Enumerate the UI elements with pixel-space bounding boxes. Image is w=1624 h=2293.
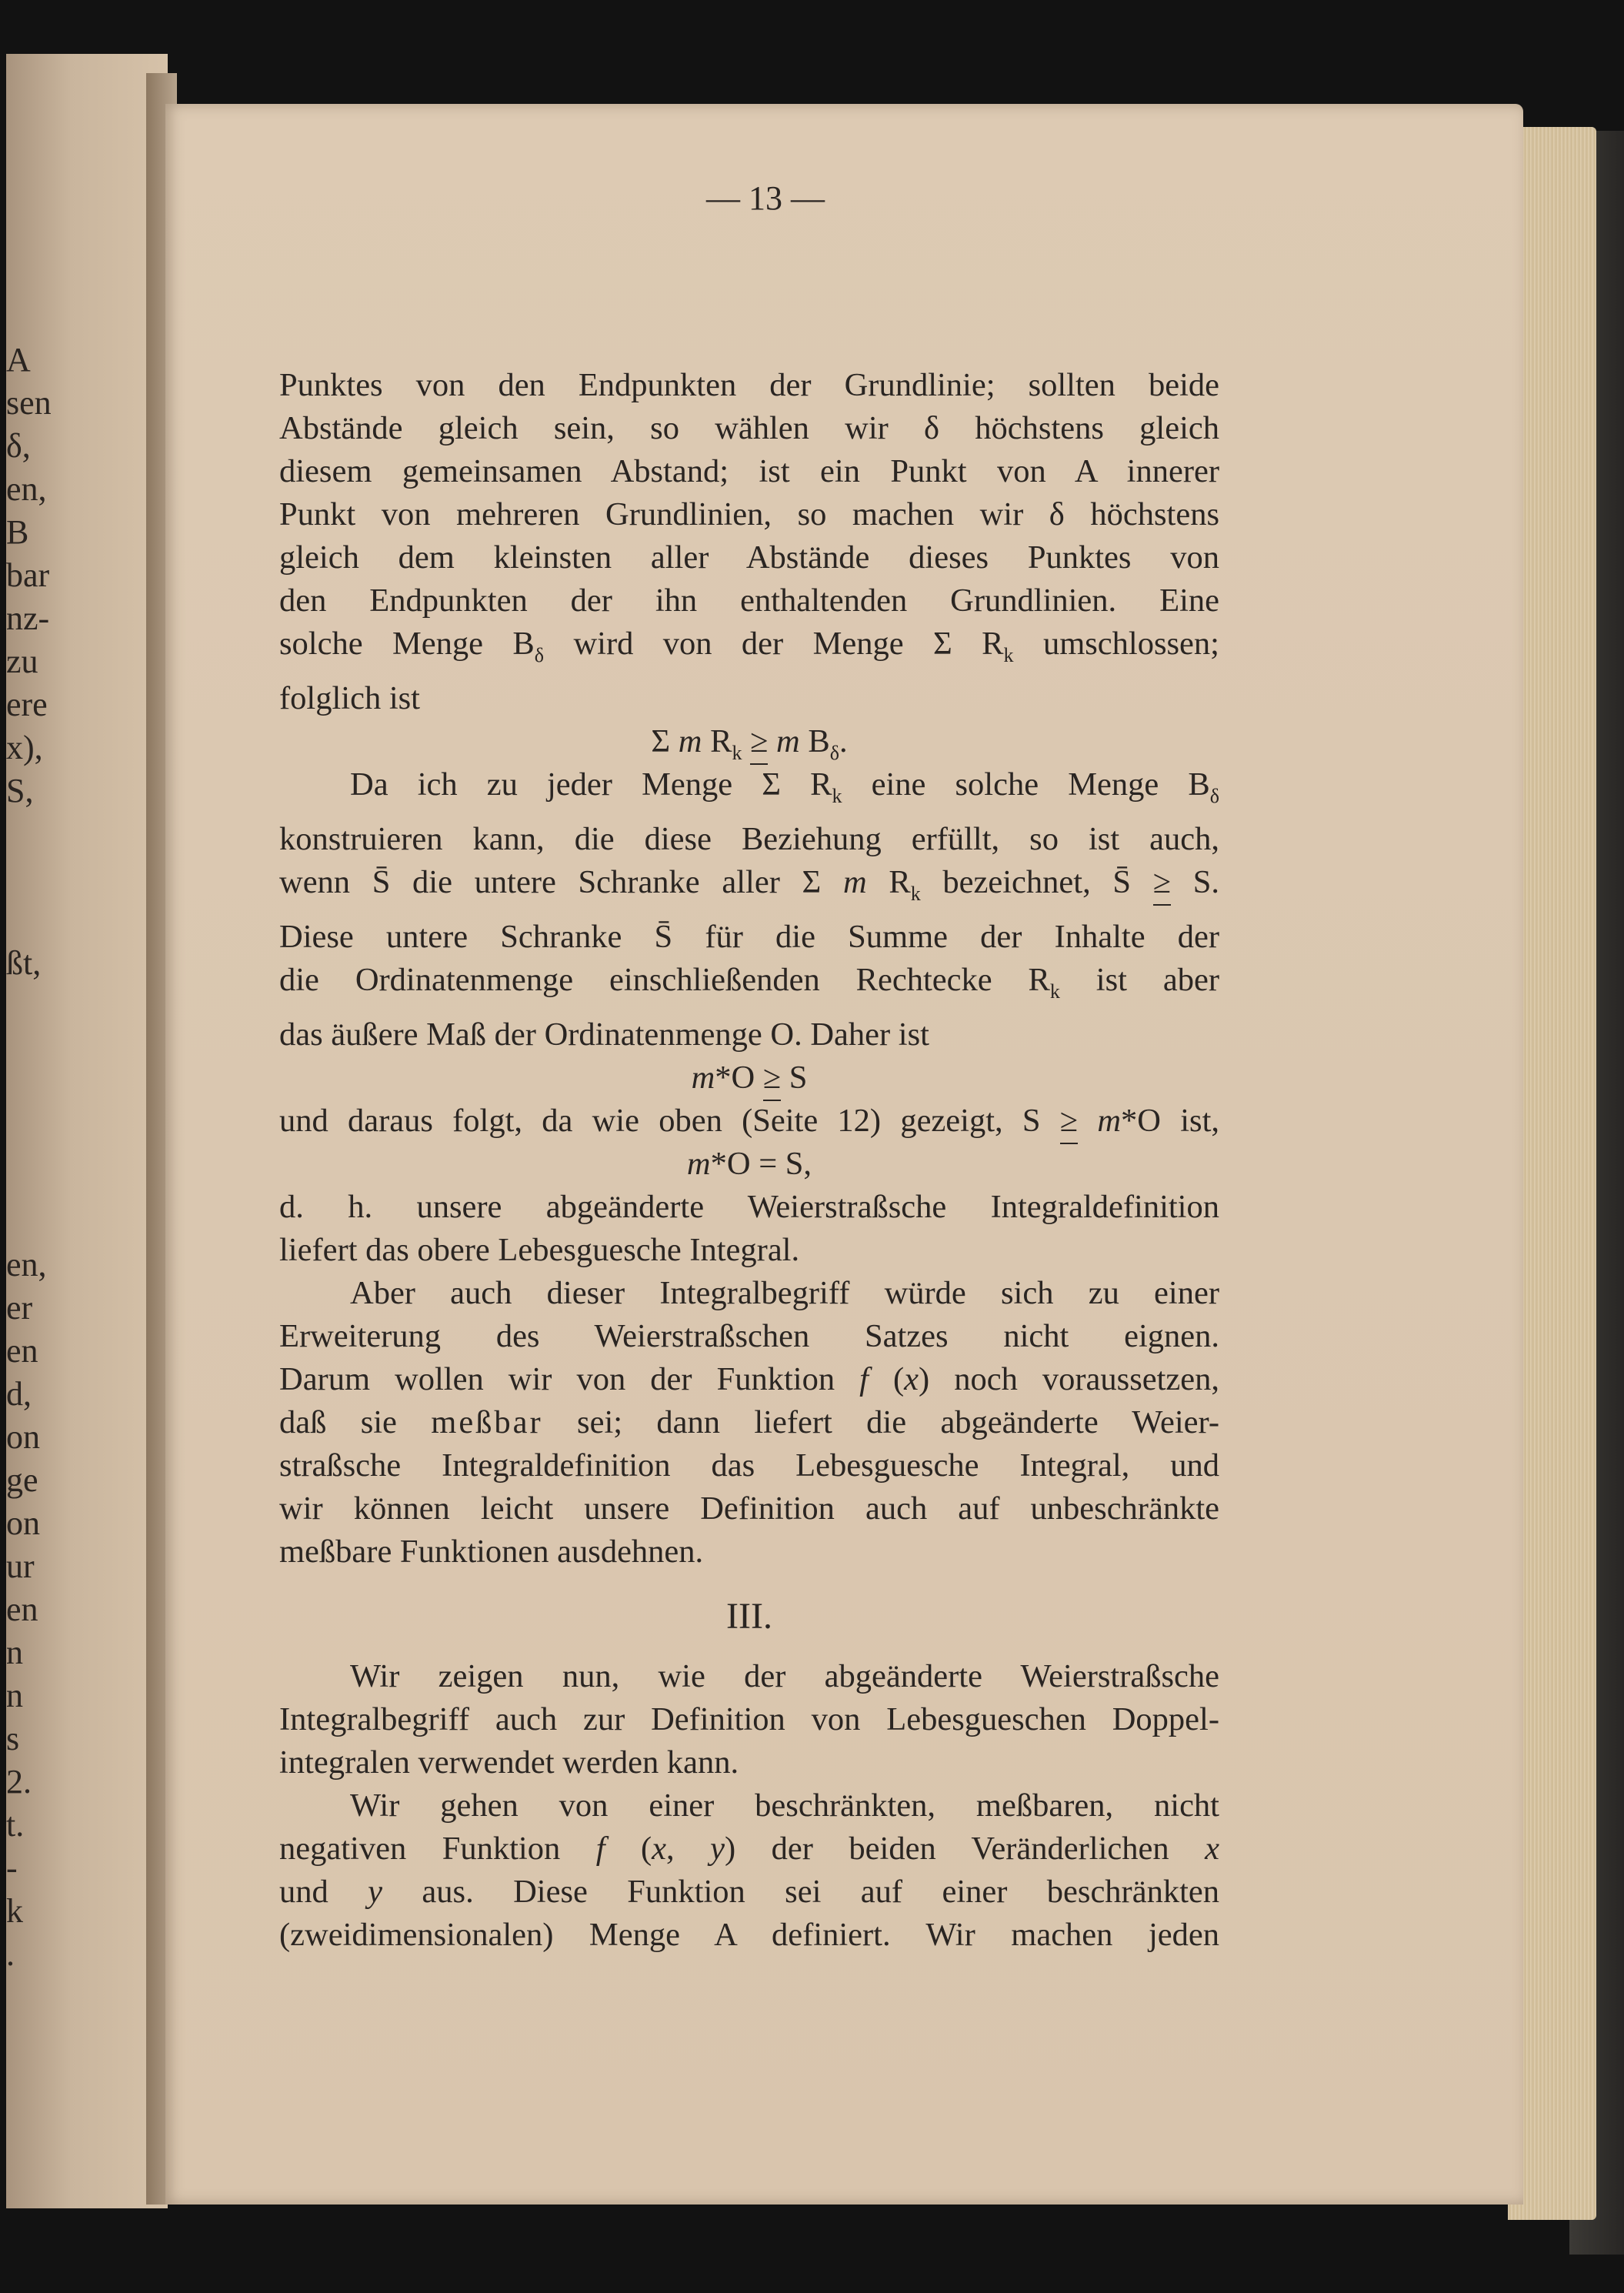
- left-page-fragment: -: [6, 1849, 18, 1887]
- left-page-fragment: [6, 1114, 75, 1157]
- formula-equality: [279, 1143, 1219, 1186]
- text-run: S: [781, 1060, 808, 1096]
- text-run: ,: [666, 1831, 711, 1867]
- left-page-fragment: 2.: [6, 1763, 32, 1801]
- text-line: gleich dem kleinsten aller Abstände dieses Punktes von: [279, 539, 1219, 576]
- text-run: und daraus folgt, da wie oben (Seite 12) gezeigt, S: [279, 1103, 1060, 1139]
- text-run: f: [595, 1831, 605, 1867]
- left-page-fragment: er: [6, 1289, 33, 1327]
- text-run: sei; dann liefert die abgeänderte Weier-: [542, 1404, 1219, 1440]
- left-page-fragment: zu: [6, 643, 38, 680]
- text-run: Da ich zu jeder Menge Σ R: [350, 766, 832, 803]
- left-page-fragment: [6, 1200, 75, 1243]
- text-line: [279, 1100, 1219, 1143]
- text-run: *O = S,: [710, 1146, 812, 1182]
- text-run: und: [279, 1874, 368, 1910]
- text-line: Diese untere Schranke S̄ für die Summe der Inhalte der: [279, 919, 1219, 955]
- geq-symbol: ≥: [750, 720, 768, 763]
- text-run: f: [859, 1361, 869, 1397]
- text-run: wenn S̄ die untere Schranke aller Σ: [279, 864, 843, 900]
- text-run: ) der beiden Veränderlichen: [725, 1831, 1205, 1867]
- left-page-fragment: [6, 899, 75, 942]
- text-line: Punkt von mehreren Grundlinien, so machen wir δ höchstens: [279, 496, 1219, 532]
- text-line: straßsche Integraldefinition das Lebesguesche Integral, und: [279, 1447, 1219, 1484]
- text-line: d. h. unsere abgeänderte Weierstraßsche Integraldefinition: [279, 1189, 1219, 1225]
- text-run: (: [868, 1361, 905, 1397]
- text-line: Punktes von den Endpunkten der Grundlinie; sollten beide: [279, 367, 1219, 403]
- text-line: den Endpunkten der ihn enthaltenden Grundlinien. Eine: [279, 582, 1219, 619]
- text-run: Darum wollen wir von der Funktion: [279, 1361, 860, 1397]
- text-run: x: [652, 1831, 667, 1867]
- left-page-fragment: x),: [6, 729, 43, 766]
- left-page-fragment: ur: [6, 1547, 35, 1585]
- text-line: diesem gemeinsamen Abstand; ist ein Punkt von A innerer: [279, 453, 1219, 489]
- left-page-fragment: s: [6, 1720, 20, 1757]
- left-page-fragment: d,: [6, 1375, 32, 1413]
- text-run: m: [678, 723, 702, 759]
- text-run: .: [839, 723, 848, 759]
- text-run: R: [702, 723, 732, 759]
- subscript: k: [832, 785, 842, 807]
- subscript: δ: [1209, 785, 1219, 807]
- subscript: k: [732, 742, 742, 764]
- text-line: [279, 1827, 1219, 1871]
- text-run: m: [691, 1060, 715, 1096]
- left-page-fragment: A: [6, 341, 31, 379]
- text-run: ist aber: [1059, 962, 1219, 998]
- geq-symbol: ≥: [763, 1056, 781, 1100]
- section-heading: III.: [726, 1596, 772, 1637]
- geq-symbol: ≥: [1060, 1100, 1078, 1143]
- page-body: [279, 364, 1219, 1957]
- text-line: konstruieren kann, die diese Beziehung erfüllt, so ist auch,: [279, 821, 1219, 857]
- left-page-fragment: S,: [6, 772, 34, 809]
- left-page-fragment: en: [6, 1590, 38, 1628]
- subscript: δ: [534, 644, 545, 666]
- text-run: [1078, 1103, 1097, 1139]
- page-number: — 13 —: [706, 179, 825, 217]
- subscript: k: [1003, 644, 1014, 666]
- left-page-text-fragments: [6, 339, 75, 2031]
- left-page-fragment: [6, 813, 75, 856]
- text-run: *O ist,: [1121, 1103, 1220, 1139]
- left-page-fragment: on: [6, 1418, 40, 1456]
- left-page-fragment: δ,: [6, 427, 31, 465]
- text-line: [279, 1358, 1219, 1401]
- text-run: wird von der Menge Σ R: [544, 626, 1004, 662]
- left-page-fragment: B: [6, 513, 29, 551]
- text-run: ) noch voraussetzen,: [919, 1361, 1220, 1397]
- text-run: bezeichnet, S̄: [920, 864, 1153, 900]
- subscript: δ: [829, 742, 839, 764]
- text-run: R: [866, 864, 911, 900]
- left-page-fragment: [6, 856, 75, 899]
- left-page-fragment: [6, 985, 75, 1028]
- left-page-fragment: bar: [6, 556, 50, 594]
- text-run: m: [842, 864, 867, 900]
- text-line: folglich ist: [279, 680, 420, 716]
- text-line: meßbare Funktionen ausdehnen.: [279, 1534, 704, 1570]
- left-page-fragment: n: [6, 1677, 23, 1714]
- left-page-fragment: [6, 1071, 75, 1114]
- left-page-fragment: k: [6, 1892, 23, 1930]
- left-page-fragment: [6, 1157, 75, 1200]
- text-run: Σ: [651, 723, 679, 759]
- text-line: Aber auch dieser Integralbegriff würde sich zu einer: [350, 1275, 1219, 1311]
- text-line: integralen verwendet werden kann.: [279, 1744, 739, 1781]
- text-line: Integralbegriff auch zur Definition von Lebesgueschen Doppel-: [279, 1701, 1219, 1737]
- text-run: (: [605, 1831, 652, 1867]
- text-run: m: [1097, 1103, 1122, 1139]
- text-run: umschlossen;: [1013, 626, 1219, 662]
- left-page-fragment: en,: [6, 470, 47, 508]
- text-run: negativen Funktion: [279, 1831, 596, 1867]
- geq-symbol: ≥: [1153, 861, 1171, 904]
- text-run: m: [686, 1146, 711, 1182]
- text-line: [279, 1401, 1219, 1444]
- text-run: m: [776, 723, 800, 759]
- text-run: y: [710, 1831, 725, 1867]
- subscript: k: [910, 883, 921, 905]
- text-run: S.: [1171, 864, 1219, 900]
- left-page-fragment: on: [6, 1504, 40, 1542]
- left-page-fragment: .: [6, 1935, 15, 1973]
- text-line: [279, 763, 1219, 818]
- text-run: x: [1205, 1831, 1219, 1867]
- text-line: [279, 622, 1219, 677]
- left-page-fragment: ßt,: [6, 944, 42, 982]
- text-line: (zweidimensionalen) Menge A definiert. Wir machen jeden: [279, 1917, 1219, 1953]
- formula-inequality: [279, 720, 1219, 763]
- text-line: wir können leicht unsere Definition auch auf unbeschränkte: [279, 1490, 1219, 1527]
- left-page-fragment: sen: [6, 384, 52, 422]
- text-run: y: [368, 1874, 383, 1910]
- text-run: *O: [715, 1060, 763, 1096]
- left-page-fragment: nz-: [6, 599, 50, 637]
- left-page-fragment: en: [6, 1332, 38, 1370]
- text-line: [279, 1871, 1219, 1914]
- left-page-fragment: ge: [6, 1461, 38, 1499]
- text-line: Abstände gleich sein, so wählen wir δ höchstens gleich: [279, 410, 1219, 446]
- text-line: das äußere Maß der Ordinatenmenge O. Daher ist: [279, 1016, 929, 1053]
- text-run: aus. Diese Funktion sei auf einer beschränkten: [382, 1874, 1219, 1910]
- left-page-fragment: n: [6, 1634, 23, 1671]
- left-page-fragment: t.: [6, 1806, 25, 1844]
- left-page-fragment: ere: [6, 686, 48, 723]
- text-run: die Ordinatenmenge einschließenden Rechtecke R: [279, 962, 1050, 998]
- text-run: x: [904, 1361, 919, 1397]
- text-line: liefert das obere Lebesguesche Integral.: [279, 1232, 800, 1268]
- left-page-fragment: en,: [6, 1246, 47, 1283]
- text-run: meßbar: [431, 1404, 543, 1440]
- text-run: B: [799, 723, 830, 759]
- left-page-fragment: [6, 1028, 75, 1071]
- text-line: Wir zeigen nun, wie der abgeänderte Weierstraßsche: [350, 1658, 1219, 1694]
- text-run: daß sie: [279, 1404, 432, 1440]
- text-line: Wir gehen von einer beschränkten, meßbaren, nicht: [350, 1787, 1219, 1824]
- formula-outer-measure: [279, 1056, 1219, 1100]
- text-run: eine solche Menge B: [842, 766, 1210, 803]
- text-line: Erweiterung des Weierstraßschen Satzes nicht eignen.: [279, 1318, 1219, 1354]
- text-line: [279, 861, 1219, 916]
- subscript: k: [1049, 980, 1060, 1003]
- text-run: solche Menge B: [279, 626, 535, 662]
- text-line: [279, 959, 1219, 1013]
